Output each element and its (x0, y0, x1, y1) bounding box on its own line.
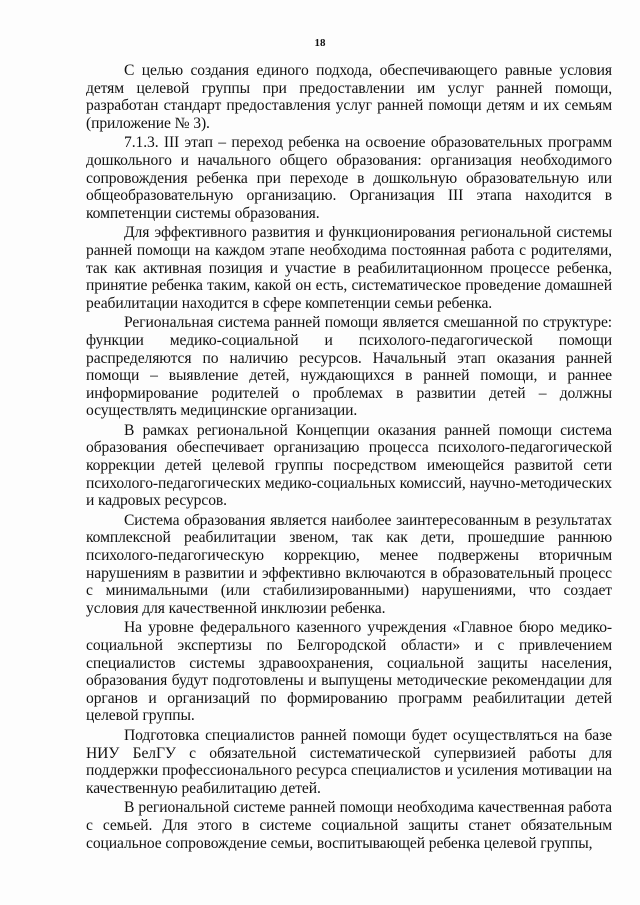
paragraph-specialist-training: Подготовка специалистов ранней помощи будет осуществляться на базе НИУ БелГУ с обязательной систематической супервизией работы для поддержки профессионального ресурса специалистов и усиления мотивации на качественную реабилитацию детей. (86, 726, 612, 797)
paragraph-standard-intro: С целью создания единого подхода, обеспечивающего равные условия детям целевой группы при предоставлении им услуг ранней помощи, разработан стандарт предоставления услуг ранней помощи детям и их семьям (приложение № 3). (86, 62, 612, 132)
paragraph-regional-structure: Региональная система ранней помощи является смешанной по структуре: функции медико-социальной и психолого-педагогической помощи распределяются по наличию ресурсов. Начальный этап оказания ранней помощи – выявление детей, нуждающихся в ранней помощи, и раннее информирование родителей о проблемах в развитии детей – должны осуществлять медицинские организации. (86, 314, 612, 420)
paragraph-parent-work: Для эффективного развития и функционирования региональной системы ранней помощи на каждом этапе необходима постоянная работа с родителями, так как активная позиция и участие в реабилитационном процессе ребенка, принятие ребенка таким, какой он есть, систематическое проведение домашней реабилитации находится в сфере компетенции семьи ребенка. (86, 224, 612, 312)
body-text (86, 62, 612, 852)
paragraph-education-role: В рамках региональной Концепции оказания ранней помощи система образования обеспечивает организацию процесса психолого-педагогической коррекции детей целевой группы посредством имеющейся развитой сети психолого-педагогических медико-социальных комиссий, научно-методических и кадровых ресурсов. (86, 421, 612, 510)
paragraph-federal-bureau: На уровне федерального казенного учреждения «Главное бюро медико-социальной экспертизы по Белгородской области» и с привлечением специалистов системы здравоохранения, социальной защиты населения, образования будут подготовлены и выпущены методические рекомендации для органов и организаций по формированию программ реабилитации детей целевой группы. (86, 619, 612, 725)
paragraph-education-interest: Система образования является наиболее заинтересованным в результатах комплексной реабилитации звеном, так как дети, прошедшие раннюю психолого-педагогическую коррекцию, менее подвержены вторичным нарушениям в развитии и эффективно включаются в образовательный процесс с минимальными (или стабилизированными) нарушениями, что создает условия для качественной инклюзии ребенка. (86, 511, 612, 617)
paragraph-stage-three: 7.1.3. III этап – переход ребенка на освоение образовательных программ дошкольного и начального общего образования: организация необходимого сопровождения ребенка при переходе в дошкольную образовательную или общеобразовательную организацию. Организация III этапа находится в компетенции системы образования. (86, 134, 612, 222)
paragraph-family-support: В региональной системе ранней помощи необходима качественная работа с семьей. Для этого в системе социальной защиты станет обязательным социальное сопровождение семьи, воспитывающей ребенка целевой группы, (86, 799, 612, 852)
page-number: 18 (314, 37, 326, 49)
